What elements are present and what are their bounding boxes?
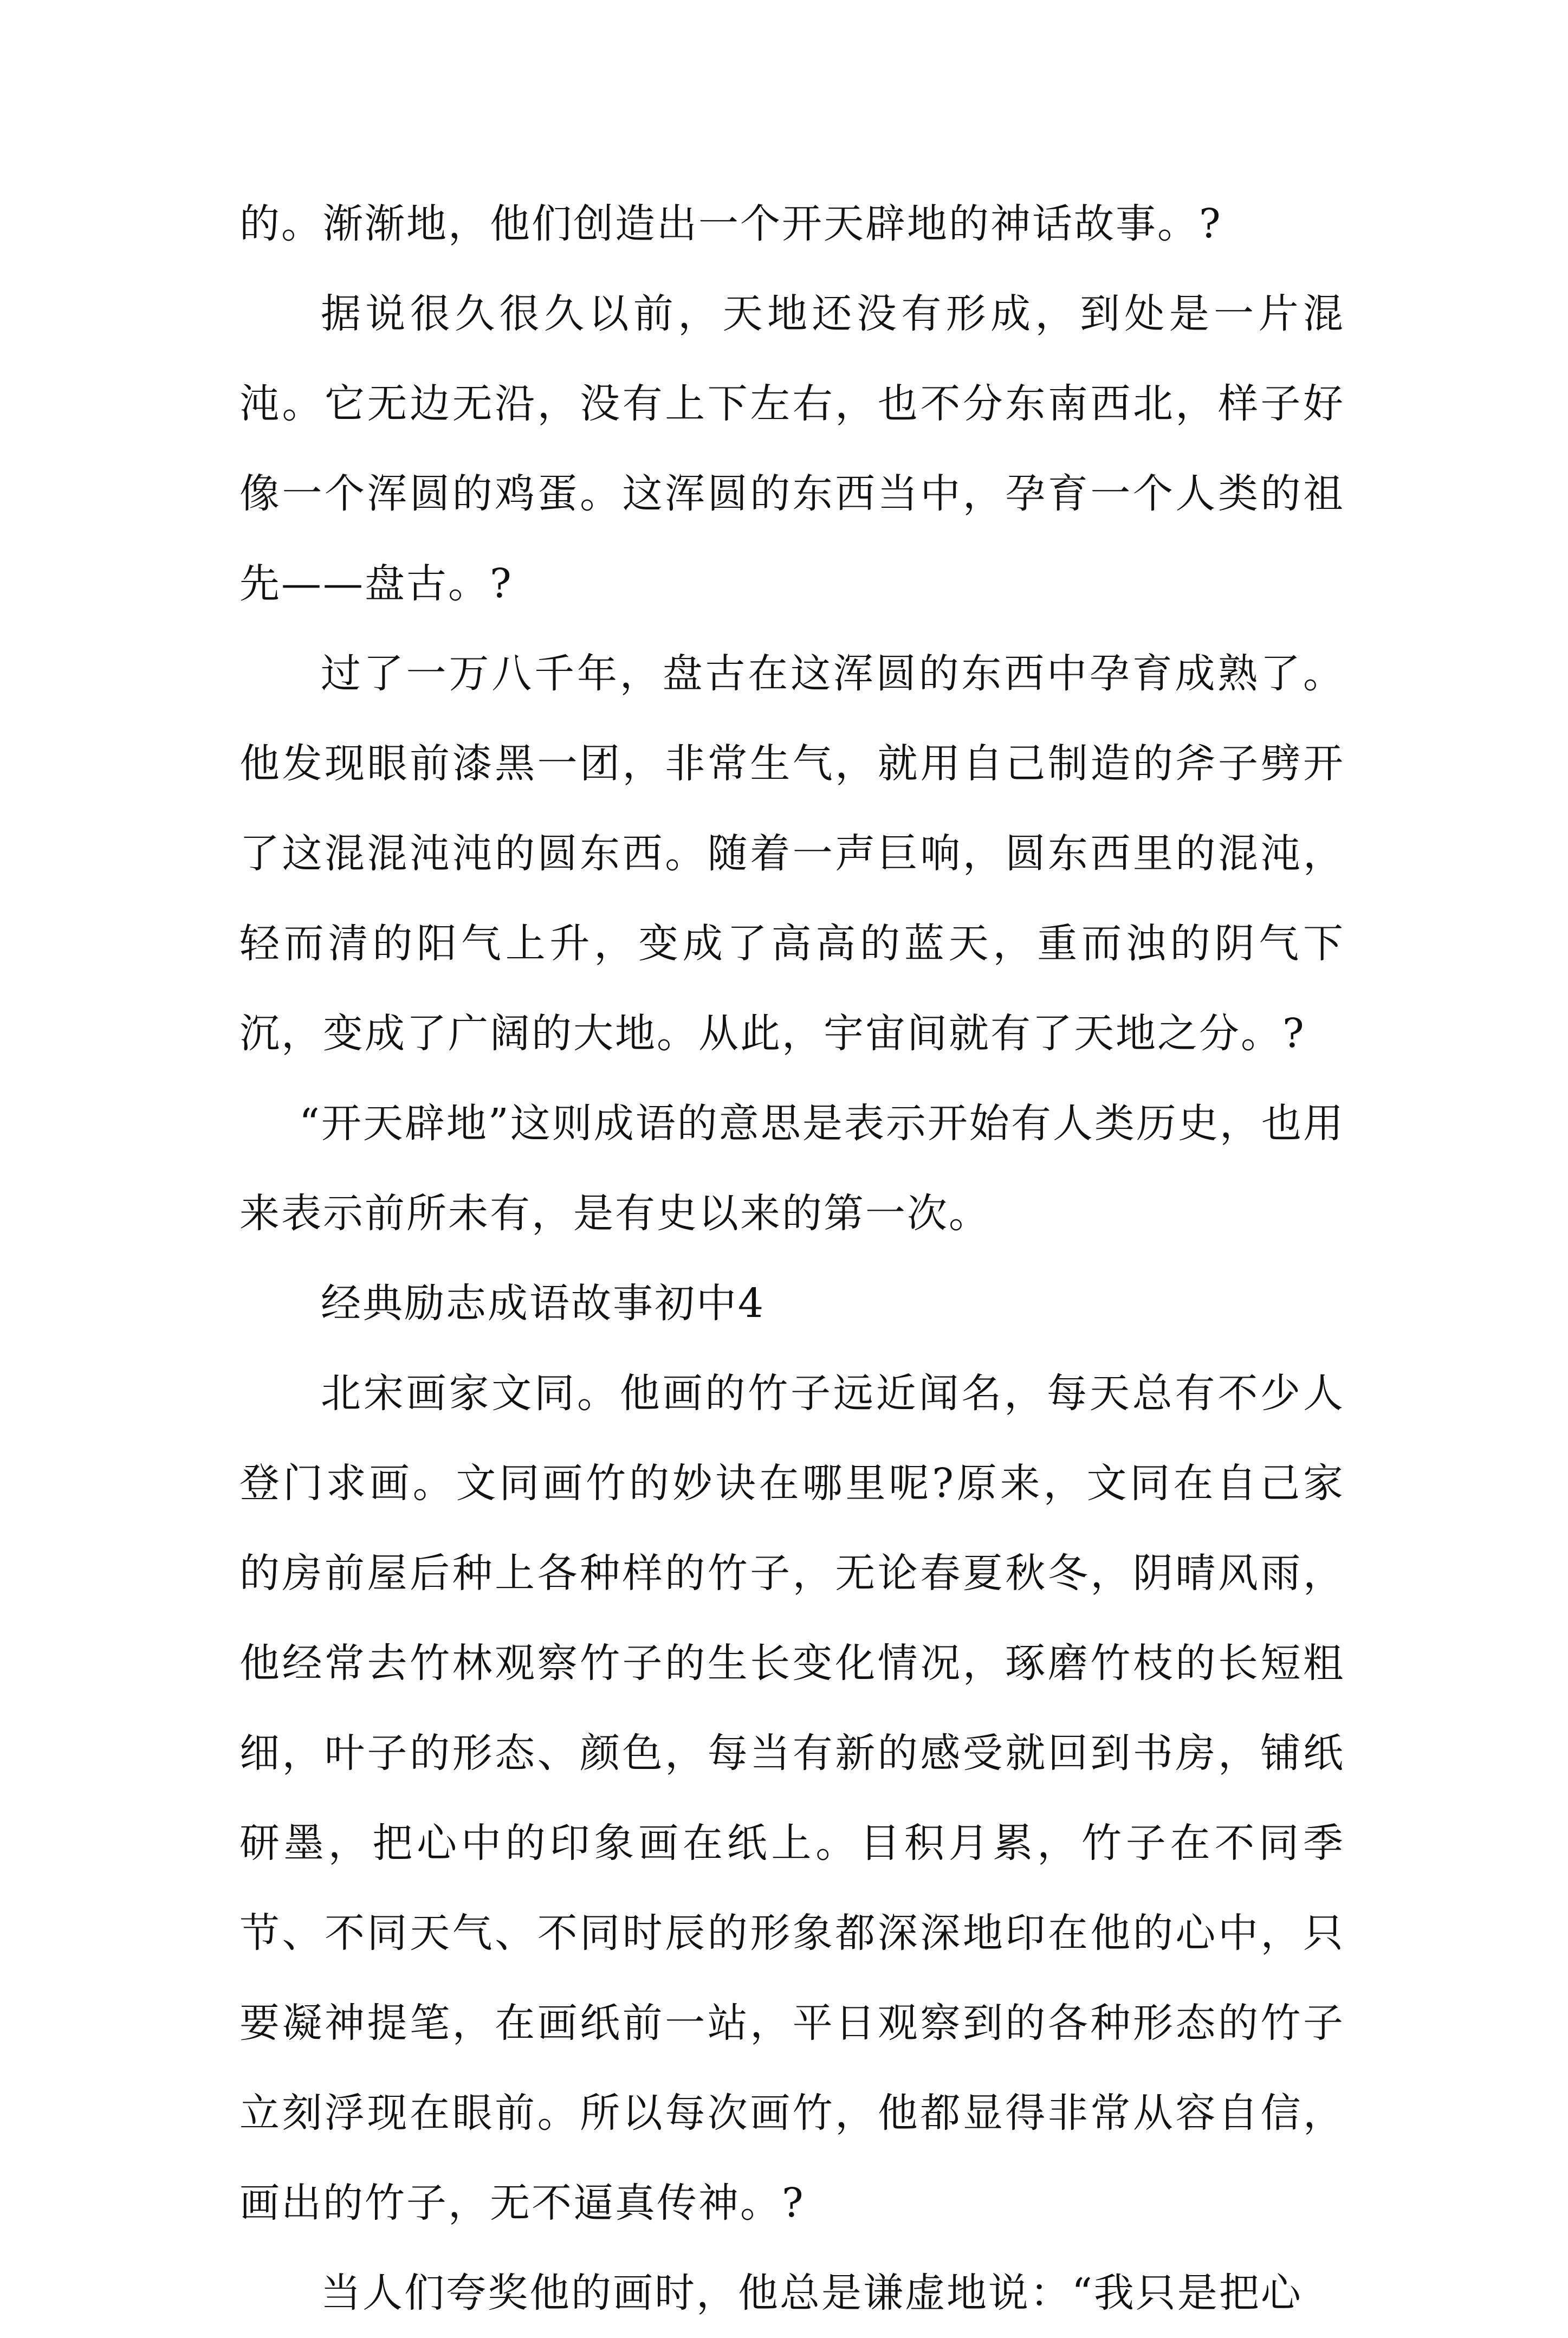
- paragraph-chaos-legend: 据说很久很久以前，天地还没有形成，到处是一片混沌。它无边无沿，没有上下左右，也不分东南西北，样子好像一个浑圆的鸡蛋。这浑圆的东西当中，孕育一个人类的祖先——盘古。?: [239, 290, 1345, 607]
- paragraph-praise: 当人们夸奖他的画时，他总是谦虚地说：“我只是把心: [321, 2270, 1303, 2316]
- paragraph-wen-tong: 北宋画家文同。他画的竹子远近闻名，每天总有不少人登门求画。文同画竹的妙诀在哪里呢?原来，文同在自己家的房前屋后种上各种样的竹子，无论春夏秋冬，阴晴风雨，他经常去竹林观察竹子的生长变化情况，琢磨竹枝的长短粗细，叶子的形态、颜色，每当有新的感受就回到书房，铺纸研墨，把心中的印象画在纸上。目积月累，竹子在不同季节、不同天气、不同时辰的形象都深深地印在他的心中，只要凝神提笔，在画纸前一站，平日观察到的各种形态的竹子立刻浮现在眼前。所以每次画竹，他都显得非常从容自信，画出的竹子，无不逼真传神。?: [239, 1370, 1345, 2226]
- paragraph-idiom-meaning: “开天辟地”这则成语的意思是表示开始有人类历史，也用来表示前所未有，是有史以来的第一次。: [239, 1100, 1345, 1237]
- paragraph-continuation: 的。渐渐地，他们创造出一个开天辟地的神话故事。?: [239, 201, 1222, 247]
- paragraph-pangu-splits: 过了一万八千年，盘古在这浑圆的东西中孕育成熟了。他发现眼前漆黑一团，非常生气，就用自己制造的斧子劈开了这混混沌沌的圆东西。随着一声巨响，圆东西里的混沌，轻而清的阳气上升，变成了高高的蓝天，重而浊的阴气下沉，变成了广阔的大地。从此，宇宙间就有了天地之分。?: [239, 650, 1345, 1057]
- section-heading: 经典励志成语故事初中4: [321, 1280, 766, 1327]
- document-body: [239, 179, 1345, 2338]
